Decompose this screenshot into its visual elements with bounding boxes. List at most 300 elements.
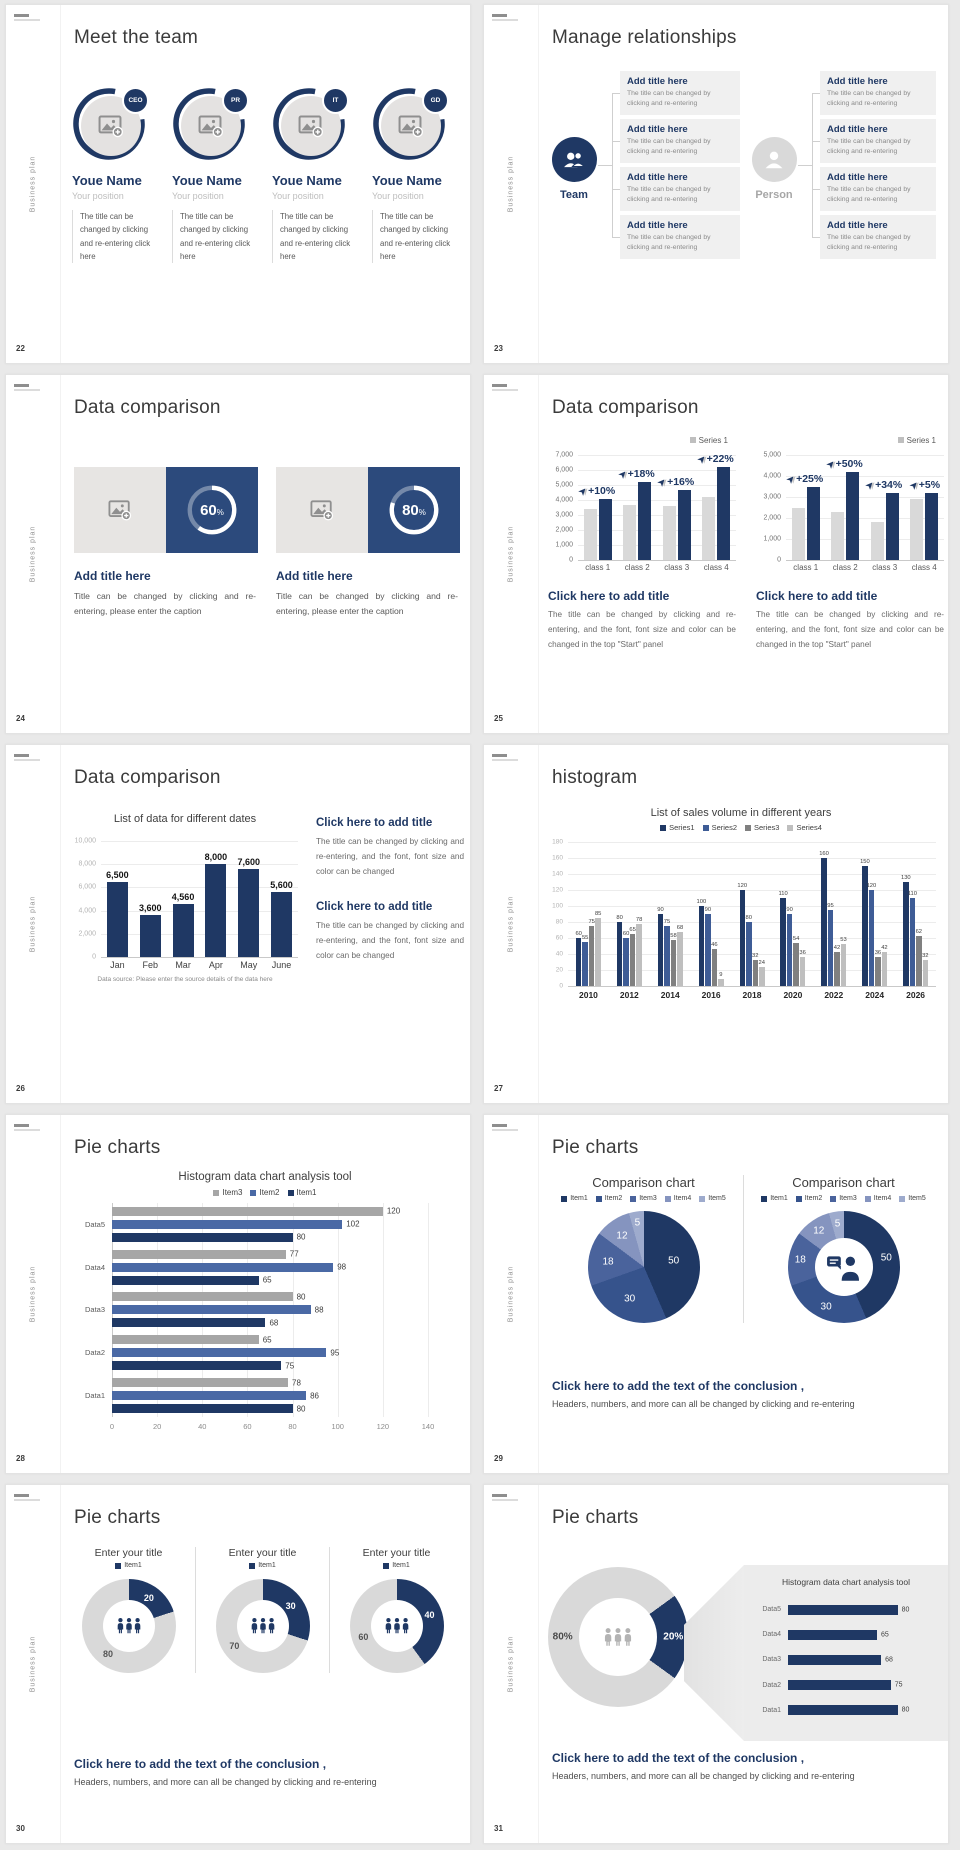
- team-member: [372, 87, 462, 263]
- role-badge: PR: [222, 87, 249, 114]
- category-axis: [70, 1203, 105, 1417]
- legend-swatch-icon: [898, 437, 904, 443]
- sidebar-label: Business plan: [507, 1265, 515, 1323]
- box-desc: The title can be changed by clicking and re-entering: [827, 138, 911, 156]
- deck-watermark: [14, 1494, 44, 1501]
- bar: [881, 945, 888, 986]
- title-box: [620, 119, 740, 163]
- deck-watermark: [14, 1124, 44, 1131]
- connector-line: [798, 165, 812, 166]
- bar: [112, 1391, 320, 1401]
- sidebar-label: Business plan: [29, 155, 37, 213]
- bar-value-label: 65: [262, 1335, 272, 1345]
- conclusion-body: Headers, numbers, and more can all be changed by clicking and re-entering: [552, 1399, 855, 1409]
- bar-group: [865, 455, 905, 560]
- page-number: 30: [16, 1824, 25, 1833]
- slice-label: 70: [229, 1641, 240, 1652]
- deck-watermark: [492, 1494, 522, 1501]
- bar-group: [112, 1335, 428, 1370]
- legend-swatch-icon: [787, 825, 793, 831]
- donut-chart: [548, 1567, 688, 1707]
- bar-group: [134, 841, 167, 957]
- image-placeholder-icon: [298, 114, 324, 138]
- legend-label: Series1: [669, 823, 695, 832]
- legend-swatch-icon: [699, 1196, 705, 1202]
- y-tick-label: 0: [777, 556, 781, 564]
- y-tick-label: 3,000: [763, 493, 781, 501]
- plot-area: [101, 841, 298, 957]
- legend-swatch-icon: [665, 1196, 671, 1202]
- slice-label: 18: [602, 1256, 614, 1268]
- slide-sidebar: [484, 1485, 539, 1843]
- legend-label: Item5: [908, 1195, 926, 1202]
- bar: [112, 1206, 401, 1216]
- legend-label: Item2: [604, 1195, 623, 1202]
- bar: [788, 1630, 889, 1640]
- legend-swatch-icon: [249, 1563, 255, 1569]
- donut-hole: [579, 1598, 657, 1676]
- slide-title: Meet the team: [74, 27, 199, 48]
- legend-item: [383, 1562, 410, 1569]
- gridline: [428, 1203, 429, 1417]
- legend-swatch-icon: [745, 825, 751, 831]
- slice-label: 5: [634, 1217, 641, 1229]
- legend-item: [690, 436, 728, 445]
- slide-card-22[interactable]: [5, 4, 471, 364]
- box-desc: The title can be changed by clicking and re-entering: [627, 138, 711, 156]
- legend-label: Item3: [839, 1195, 857, 1202]
- slide-card-26[interactable]: [5, 744, 471, 1104]
- y-tick-label: 60: [555, 934, 563, 942]
- slice-label: 80: [103, 1649, 114, 1660]
- legend-item: [703, 823, 737, 832]
- chart-title: Comparison chart: [792, 1175, 895, 1190]
- member-desc: The title can be changed by clicking and re-entering click here: [72, 210, 152, 263]
- bar: [676, 924, 684, 986]
- x-tick-label: Mar: [175, 960, 191, 970]
- y-tick-label: 0: [569, 556, 573, 564]
- box-desc: The title can be changed by clicking and re-entering: [627, 186, 711, 204]
- bar: [788, 1705, 910, 1715]
- category-label: Data5: [762, 1606, 781, 1614]
- deck-watermark: [14, 384, 44, 391]
- bar: [112, 1305, 324, 1315]
- x-tick-label: 100: [331, 1422, 344, 1431]
- legend-item: [561, 1195, 588, 1202]
- bar: [824, 457, 863, 560]
- growth-label: ➤+22%: [695, 453, 734, 466]
- page-number: 25: [494, 714, 503, 723]
- person-silhouette-icon: [761, 147, 787, 173]
- image-placeholder-icon: [108, 499, 132, 521]
- legend-item: [288, 1188, 317, 1197]
- category-label: Data4: [762, 1631, 781, 1639]
- slice-label: 20: [143, 1592, 154, 1603]
- image-placeholder-icon: [310, 499, 334, 521]
- y-tick-label: 40: [555, 950, 563, 958]
- bar: [629, 927, 636, 986]
- y-tick-label: 4,000: [555, 496, 573, 504]
- bar-group: [788, 1605, 914, 1615]
- growth-arrow-icon: ➤: [616, 468, 629, 481]
- y-tick-label: 1,000: [763, 535, 781, 543]
- bar-group: [578, 455, 618, 560]
- legend-item: [899, 1195, 926, 1202]
- bar-value-label: 88: [314, 1305, 324, 1315]
- bar-group: [905, 455, 945, 560]
- bar: [112, 1249, 299, 1259]
- bar: [112, 1219, 360, 1229]
- bar-value-label: 65: [881, 1631, 889, 1639]
- percent-value: 80%: [402, 501, 426, 519]
- bar-group: [813, 842, 854, 986]
- sidebar-label: Business plan: [29, 1635, 37, 1693]
- bar-value-label: 9: [719, 971, 723, 978]
- connector-line: [812, 189, 820, 190]
- legend-label: Series 1: [906, 435, 936, 445]
- x-tick-label: 0: [109, 1422, 115, 1431]
- bar: [112, 1378, 301, 1388]
- chart-legend: [62, 1562, 195, 1569]
- bar-value-label: 60: [575, 931, 582, 937]
- people-group-icon: [116, 1617, 142, 1634]
- bar-group: [101, 841, 134, 957]
- bars: [568, 842, 936, 986]
- block-title: Click here to add title: [316, 817, 433, 829]
- donut-panel: [62, 1547, 195, 1673]
- slide-title: Data comparison: [552, 397, 699, 418]
- donut-chart: [350, 1579, 444, 1673]
- data-card: [276, 467, 460, 618]
- bar-value-label: 80: [901, 1706, 910, 1714]
- box-desc: The title can be changed by clicking and re-entering: [827, 234, 911, 252]
- slide-card-28[interactable]: [5, 1114, 471, 1474]
- bar-group: [112, 1292, 428, 1327]
- slide-sidebar: [6, 375, 61, 733]
- donut-panel: [329, 1547, 463, 1673]
- bar-value-label: 46: [711, 942, 718, 949]
- y-tick-label: 4,000: [763, 472, 781, 480]
- title-box: [620, 215, 740, 259]
- box-title: Add title here: [827, 76, 888, 87]
- legend-swatch-icon: [899, 1196, 905, 1202]
- legend-swatch-icon: [660, 825, 666, 831]
- y-tick-label: 8,000: [78, 860, 96, 868]
- bar: [863, 478, 903, 560]
- chart-title: List of sales volume in different years: [650, 807, 832, 819]
- growth-label: ➤+16%: [655, 475, 695, 488]
- legend-swatch-icon: [596, 1196, 602, 1202]
- bar-value-label: 120: [386, 1206, 401, 1216]
- legend-item: [250, 1188, 279, 1197]
- image-placeholder-icon: [398, 114, 424, 138]
- donut-hole: [371, 1600, 423, 1652]
- slide-title: Pie charts: [552, 1507, 639, 1528]
- horizontal-bar-chart: [70, 1203, 460, 1433]
- bar-value-label: 65: [262, 1275, 272, 1285]
- bar: [623, 505, 636, 561]
- slide-sidebar: [6, 1115, 61, 1473]
- legend-label: Item3: [222, 1188, 243, 1197]
- bar-value-label: 90: [704, 907, 712, 913]
- title-box: [820, 119, 936, 163]
- y-tick-label: 5,000: [763, 451, 781, 459]
- connector-line: [598, 165, 612, 166]
- bar-value-label: 75: [285, 1361, 295, 1371]
- bar: [819, 851, 829, 986]
- team-branch: [544, 71, 744, 267]
- bar: [792, 508, 805, 561]
- bar: [827, 903, 834, 986]
- slide-card-30[interactable]: [5, 1484, 471, 1844]
- x-tick-label: 120: [376, 1422, 390, 1431]
- bar-value-label: 95: [827, 903, 834, 909]
- bar-value-label: 3,600: [138, 903, 162, 914]
- slide-card-24[interactable]: [5, 374, 471, 734]
- member-name: Youe Name: [272, 173, 342, 188]
- y-tick-label: 2,000: [555, 526, 573, 534]
- legend-item: [865, 1195, 892, 1202]
- bars: [101, 841, 298, 957]
- legend-swatch-icon: [796, 1196, 802, 1202]
- panel-desc: The title can be changed by clicking and re-entering, and the font, font size and color can be changed in the top "Start" panel: [548, 610, 736, 649]
- bar-value-label: 65: [629, 927, 636, 933]
- bar: [696, 899, 707, 986]
- bar: [702, 497, 715, 560]
- bar: [910, 499, 923, 560]
- legend-label: Item2: [804, 1195, 823, 1202]
- title-box-list: [820, 71, 936, 259]
- team-people-icon: [561, 147, 587, 173]
- bar: [663, 506, 676, 560]
- x-axis: [109, 1417, 435, 1433]
- panel-title: Enter your title: [228, 1547, 297, 1559]
- bar-value-label: 55: [581, 935, 589, 941]
- page-number: 29: [494, 1454, 503, 1463]
- team-icon: [552, 137, 597, 182]
- legend-swatch-icon: [761, 1196, 767, 1202]
- x-tick-label: class 4: [703, 563, 729, 572]
- bar-value-label: 80: [296, 1232, 306, 1242]
- x-tick-label: Feb: [142, 960, 158, 970]
- people-group-icon: [603, 1627, 633, 1647]
- box-title: Add title here: [627, 76, 688, 87]
- legend-swatch-icon: [288, 1190, 294, 1196]
- sidebar-label: Business plan: [507, 155, 515, 213]
- growth-label: ➤+18%: [616, 468, 655, 481]
- deck-watermark: [492, 1124, 522, 1131]
- bar-group: [265, 841, 298, 957]
- growth-arrow-icon: ➤: [863, 478, 877, 492]
- box-title: Add title here: [627, 124, 688, 135]
- people-group-icon: [250, 1617, 276, 1634]
- sidebar-label: Business plan: [29, 525, 37, 583]
- bar-value-label: 5,600: [270, 880, 293, 891]
- legend-item: [796, 1195, 823, 1202]
- bar-value-label: 130: [900, 875, 911, 881]
- y-tick-label: 0: [559, 982, 563, 990]
- bar-value-label: 36: [799, 950, 806, 957]
- bar-group: [112, 1207, 428, 1242]
- deck-watermark: [492, 384, 522, 391]
- donut-hole: [103, 1600, 155, 1652]
- bar-value-label: 58: [670, 932, 677, 939]
- slide-title: Manage relationships: [552, 27, 737, 48]
- slice-label: 80%: [552, 1631, 573, 1643]
- chart-legend: [70, 1188, 460, 1197]
- bar-value-label: 100: [696, 899, 707, 905]
- x-tick-label: 2018: [742, 990, 762, 1000]
- page-number: 24: [16, 714, 25, 723]
- y-tick-label: 160: [552, 854, 563, 862]
- plot-area: [788, 1597, 914, 1723]
- connector-line: [612, 237, 620, 238]
- legend-swatch-icon: [213, 1190, 219, 1196]
- connector-line: [612, 189, 620, 190]
- conclusion-title: Click here to add the text of the conclusion ,: [552, 1379, 805, 1393]
- bar-value-label: 95: [330, 1348, 340, 1358]
- legend-label: Item2: [259, 1188, 280, 1197]
- slide-card-29[interactable]: [483, 1114, 949, 1474]
- x-tick-label: 60: [243, 1422, 252, 1431]
- category-label: Data4: [84, 1262, 105, 1272]
- y-tick-label: 80: [555, 918, 563, 926]
- x-tick-label: 2014: [660, 990, 680, 1000]
- slide-sidebar: [6, 1485, 61, 1843]
- grouped-bar-chart: [542, 834, 940, 1004]
- box-title: Add title here: [627, 220, 688, 231]
- member-position: Your position: [272, 191, 324, 201]
- y-tick-label: 1,000: [555, 541, 573, 549]
- bar: [704, 907, 712, 986]
- person-branch: [744, 71, 940, 267]
- chart-legend: [542, 823, 940, 832]
- x-tick-label: 20: [152, 1422, 162, 1431]
- x-tick-label: 40: [198, 1422, 207, 1431]
- chart-caption: Data source: Please enter the source details of the data here: [97, 976, 273, 983]
- bar: [581, 935, 589, 986]
- slide-sidebar: [484, 5, 539, 363]
- x-tick-label: 140: [421, 1422, 435, 1431]
- card-title: Add title here: [74, 569, 151, 583]
- bar-group: [691, 842, 732, 986]
- x-axis: [101, 957, 298, 973]
- legend-item: [898, 436, 936, 445]
- bar: [799, 950, 806, 986]
- slide-card-23[interactable]: [483, 4, 949, 364]
- bar: [616, 915, 623, 986]
- x-tick-label: class 2: [832, 563, 858, 572]
- slide-card-31[interactable]: [483, 1484, 949, 1844]
- box-title: Add title here: [827, 172, 888, 183]
- box-title: Add title here: [827, 124, 888, 135]
- slice-label: 60: [358, 1631, 369, 1642]
- bar: [695, 453, 734, 560]
- bar-value-label: 120: [737, 883, 748, 889]
- bar-value-label: 68: [676, 924, 684, 931]
- slice-label: 40: [424, 1610, 435, 1621]
- bar-group: [112, 1250, 428, 1285]
- chart-title: Histogram data chart analysis tool: [178, 1171, 352, 1183]
- conclusion-title: Click here to add the text of the conclusion ,: [74, 1757, 327, 1771]
- bar-value-label: 8,000: [204, 852, 228, 863]
- bar: [792, 935, 800, 986]
- connector-line: [612, 141, 620, 142]
- y-tick-label: 10,000: [74, 837, 96, 845]
- x-tick-label: 2026: [906, 990, 926, 1000]
- bar-group: [167, 841, 200, 957]
- callout-triangle: [684, 1565, 744, 1741]
- bar-value-label: 110: [778, 891, 788, 897]
- x-axis: [568, 986, 936, 1004]
- bar-group: [895, 842, 936, 986]
- bar: [871, 522, 884, 560]
- legend-label: Item1: [770, 1195, 788, 1202]
- bar: [718, 971, 724, 986]
- category-label: Data1: [762, 1706, 781, 1714]
- slide-card-25[interactable]: [483, 374, 949, 734]
- legend-swatch-icon: [561, 1196, 567, 1202]
- legend-item: [665, 1195, 692, 1202]
- slice-label: 30: [624, 1293, 636, 1305]
- block-desc: The title can be changed by clicking and re-entering, and the font, font size and color can be changed: [316, 837, 464, 876]
- bar-value-label: 24: [758, 959, 765, 966]
- panel-title: Click here to add title: [756, 589, 878, 603]
- slice-label: 20%: [663, 1631, 684, 1643]
- bar-value-label: 36: [874, 950, 882, 957]
- bar-group: [199, 841, 232, 957]
- x-tick-label: 2024: [865, 990, 885, 1000]
- connector-line: [812, 93, 813, 237]
- bar-group: [618, 455, 658, 560]
- bar-value-label: 32: [752, 953, 759, 960]
- chart-legend: [744, 1195, 943, 1202]
- bar-group: [788, 1680, 914, 1690]
- growth-arrow-icon: ➤: [824, 457, 837, 471]
- sidebar-label: Business plan: [507, 525, 515, 583]
- text-block: [316, 901, 464, 963]
- slide-title: Data comparison: [74, 767, 221, 788]
- slide-title: Data comparison: [74, 397, 221, 418]
- slice-label: 5: [834, 1218, 841, 1230]
- chart-panel: [70, 1171, 460, 1433]
- x-tick-label: Apr: [208, 960, 223, 970]
- bar: [788, 1655, 893, 1665]
- bar-value-label: 150: [860, 859, 870, 865]
- bar-group: [568, 842, 609, 986]
- growth-label: ➤+34%: [863, 478, 903, 492]
- legend-label: Item1: [296, 1188, 317, 1197]
- bar-value-label: 54: [792, 935, 800, 942]
- chart-legend: [196, 1562, 329, 1569]
- bar: [866, 883, 877, 986]
- bar-value-label: 42: [881, 945, 888, 952]
- person-label: Person: [755, 189, 793, 201]
- relationship-diagram: [544, 71, 940, 267]
- bar: [588, 919, 595, 986]
- chart-title: Histogram data chart analysis tool: [781, 1577, 911, 1587]
- bar-group: [609, 842, 650, 986]
- conclusion-body: Headers, numbers, and more can all be changed by clicking and re-entering: [74, 1777, 377, 1787]
- bar: [112, 1404, 306, 1414]
- bar-value-label: 80: [745, 915, 752, 921]
- x-tick-label: class 3: [664, 563, 690, 572]
- bar: [112, 1348, 340, 1358]
- connector-line: [812, 93, 820, 94]
- legend-swatch-icon: [690, 437, 696, 443]
- member-position: Your position: [372, 191, 424, 201]
- slide-card-27[interactable]: [483, 744, 949, 1104]
